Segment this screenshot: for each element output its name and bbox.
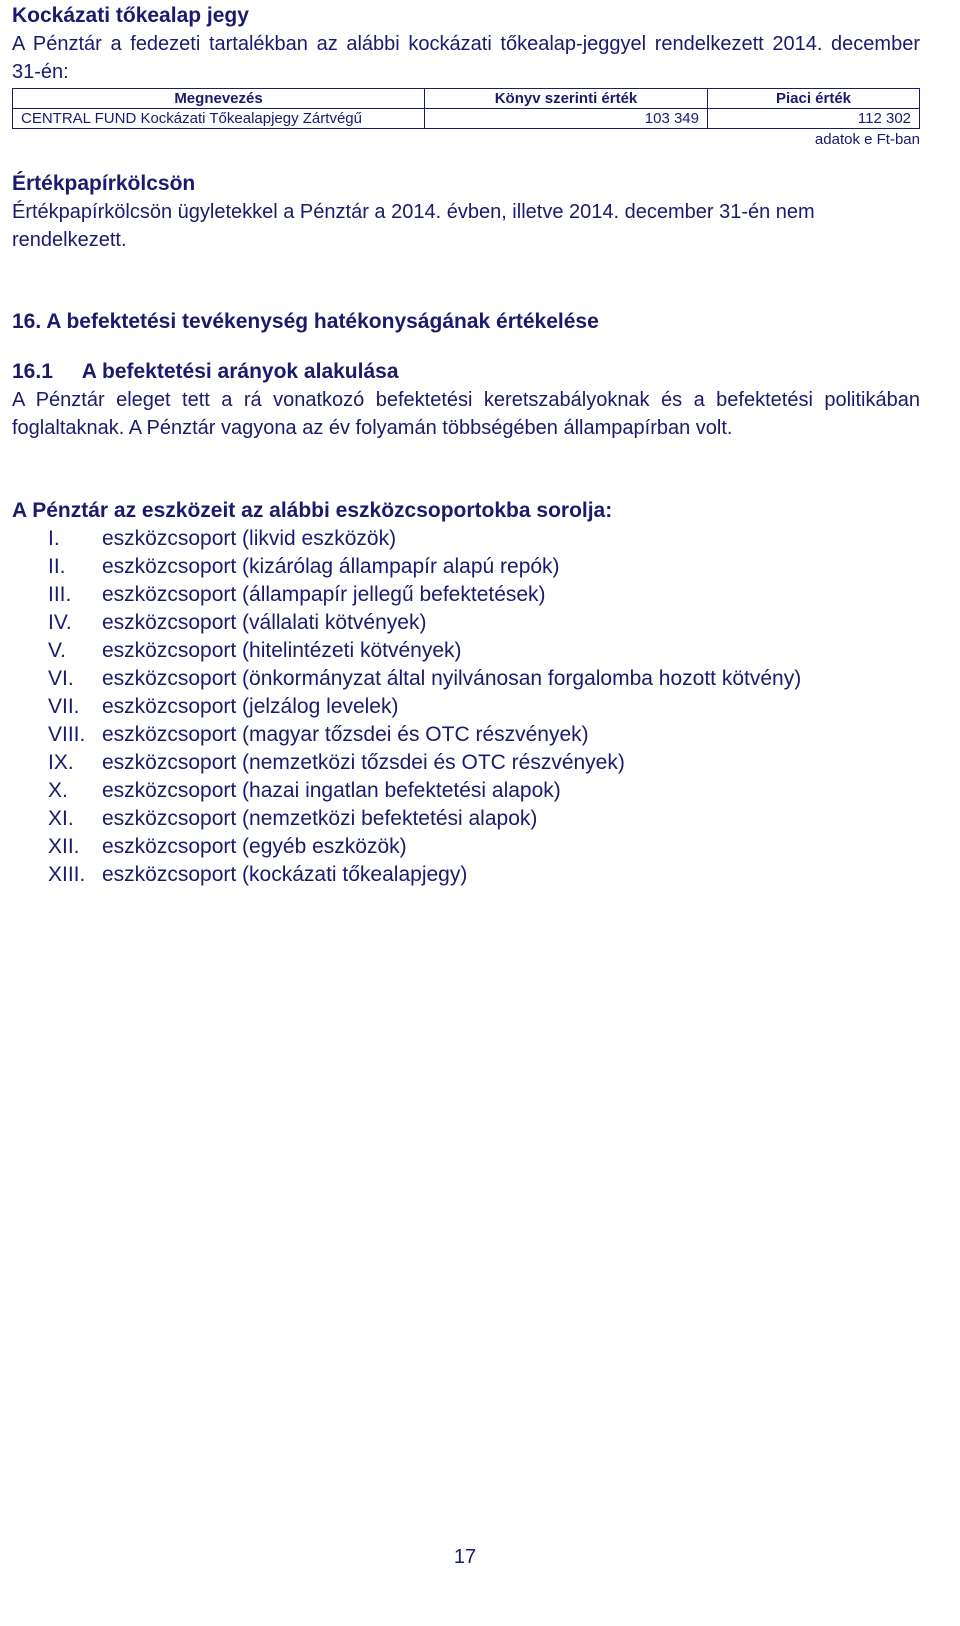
list-item-number: XI. [48,807,74,830]
list-item-text: eszközcsoport (vállalati kötvények) [102,611,427,634]
section-asset-groups [12,497,920,889]
table-header-row [13,89,920,109]
section-16 [12,308,920,336]
column-header-market-value: Piaci érték [708,89,920,109]
list-item [12,637,920,665]
list-item-number: III. [48,583,72,606]
section-text: A Pénztár eleget tett a rá vonatkozó befektetési keretszabályoknak és a befektetési politikában foglaltaknak. A Pénztár vagyona az év folyamán többségében állampapírban volt. [12,389,920,439]
list-item-text: eszközcsoport (egyéb eszközök) [102,835,407,858]
list-item-text: eszközcsoport (hazai ingatlan befektetési alapok) [102,779,561,802]
section-text: A Pénztár a fedezeti tartalékban az alábbi kockázati tőkealap-jeggyel rendelkezett 2014. december 31-én: [12,33,920,83]
list-item [12,861,920,889]
list-item [12,805,920,833]
list-item-number: I. [48,527,60,550]
venture-fund-table [12,88,920,129]
subsection-title: A befektetési arányok alakulása [81,360,399,383]
list-item-text: eszközcsoport (állampapír jellegű befektetések) [102,583,546,606]
section-securities-lending [12,170,920,254]
list-item [12,777,920,805]
list-item-number: VIII. [48,723,86,746]
section-16-1 [12,358,920,442]
section-text: Értékpapírkölcsön ügyletekkel a Pénztár a 2014. évben, illetve 2014. december 31-én nem rendelkezett. [12,201,815,251]
subsection-number: 16.1 [12,360,53,383]
section-title: Kockázati tőkealap jegy [12,4,249,27]
cell-book-value: 103 349 [425,109,708,129]
list-item [12,721,920,749]
column-header-name: Megnevezés [13,89,425,109]
list-item [12,609,920,637]
list-item-text: eszközcsoport (kockázati tőkealapjegy) [102,863,468,886]
column-header-book-value: Könyv szerinti érték [425,89,708,109]
list-item-text: eszközcsoport (likvid eszközök) [102,527,397,550]
list-item-text: eszközcsoport (magyar tőzsdei és OTC részvények) [102,723,589,746]
list-item [12,553,920,581]
list-item-number: XIII. [48,863,86,886]
list-item-text: eszközcsoport (kizárólag állampapír alapú repók) [102,555,560,578]
list-item-text: eszközcsoport (jelzálog levelek) [102,695,399,718]
list-item-text: eszközcsoport (nemzetközi befektetési alapok) [102,807,538,830]
list-item-text: eszközcsoport (nemzetközi tőzsdei és OTC részvények) [102,751,625,774]
section-title: Értékpapírkölcsön [12,172,196,195]
subsection-heading [12,358,920,386]
list-item-number: X. [48,779,68,802]
cell-market-value: 112 302 [708,109,920,129]
list-item-text: eszközcsoport (hitelintézeti kötvények) [102,639,462,662]
section-heading: 16. A befektetési tevékenység hatékonyságának értékelése [12,310,599,333]
list-item [12,693,920,721]
unit-note: adatok e Ft-ban [814,131,920,148]
list-item-number: IV. [48,611,72,634]
list-item-number: V. [48,639,66,662]
asset-groups-list [12,525,920,889]
list-item [12,833,920,861]
list-item [12,525,920,553]
cell-name: CENTRAL FUND Kockázati Tőkealapjegy Zártvégű [13,109,425,129]
list-item [12,581,920,609]
page-number: 17 [453,1546,477,1568]
list-item-number: IX. [48,751,74,774]
section-venture-fund [12,2,920,151]
list-item-number: II. [48,555,66,578]
list-item-text: eszközcsoport (önkormányzat által nyilvánosan forgalomba hozott kötvény) [102,667,802,690]
list-item-number: VI. [48,667,74,690]
list-item [12,749,920,777]
list-item [12,665,920,693]
list-item-number: XII. [48,835,80,858]
list-item-number: VII. [48,695,80,718]
asset-groups-title: A Pénztár az eszközeit az alábbi eszközcsoportokba sorolja: [12,499,613,522]
table-row [13,109,920,129]
